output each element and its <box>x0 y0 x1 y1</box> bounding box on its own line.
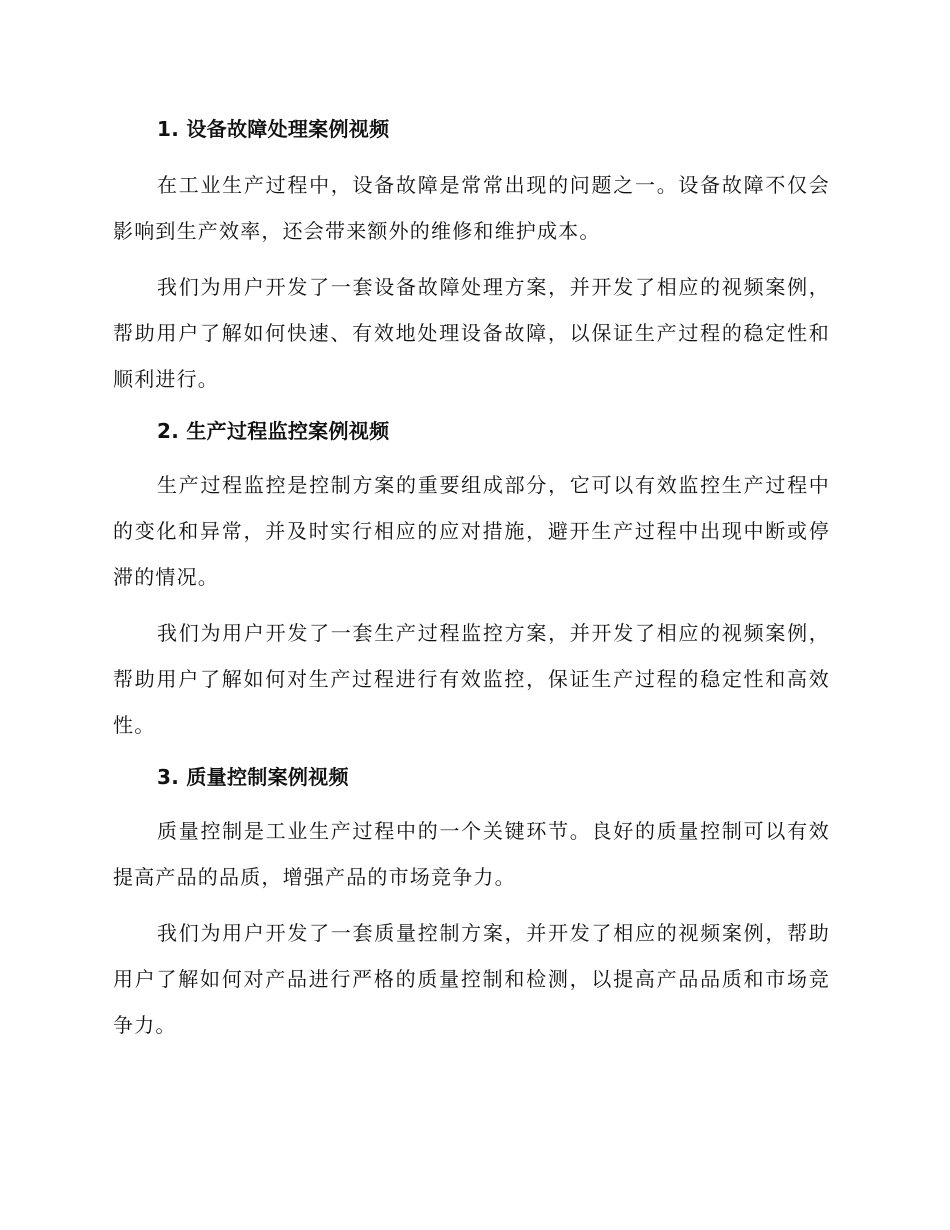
section-heading-equipment-fault: 1. 设备故障处理案例视频 <box>157 117 390 141</box>
paragraph: 我们为用户开发了一套质量控制方案，并开发了相应的视频案例，帮助用户了解如何对产品进行严格的质量控制和检测，以提高产品品质和市场竞争力。 <box>113 921 830 1037</box>
paragraph: 我们为用户开发了一套设备故障处理方案，并开发了相应的视频案例，帮助用户了解如何快速、有效地处理设备故障，以保证生产过程的稳定性和顺利进行。 <box>113 275 830 391</box>
paragraph: 我们为用户开发了一套生产过程监控方案，并开发了相应的视频案例，帮助用户了解如何对生产过程进行有效监控，保证生产过程的稳定性和高效性。 <box>113 621 830 737</box>
paragraph: 质量控制是工业生产过程中的一个关键环节。良好的质量控制可以有效提高产品的品质，增强产品的市场竞争力。 <box>113 819 830 889</box>
paragraph: 在工业生产过程中，设备故障是常常出现的问题之一。设备故障不仅会影响到生产效率，还会带来额外的维修和维护成本。 <box>113 173 830 243</box>
section-heading-quality-control: 3. 质量控制案例视频 <box>157 765 349 789</box>
paragraph: 生产过程监控是控制方案的重要组成部分，它可以有效监控生产过程中的变化和异常，并及时实行相应的应对措施，避开生产过程中出现中断或停滞的情况。 <box>113 473 830 589</box>
section-heading-process-monitoring: 2. 生产过程监控案例视频 <box>157 419 390 443</box>
